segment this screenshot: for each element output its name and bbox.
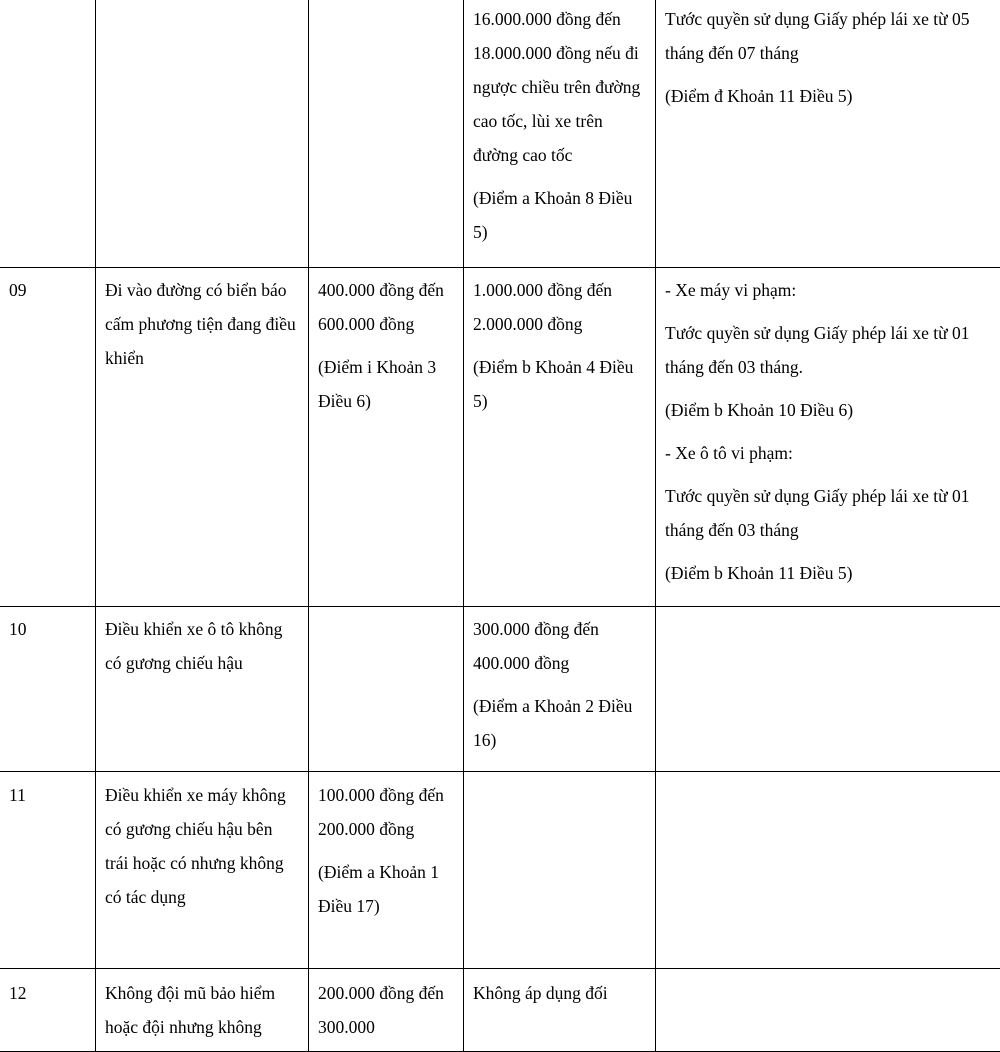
cell-car-fine: 300.000 đồng đến 400.000 đồng (Điểm a Khoản 2 Điều 16) <box>464 607 656 772</box>
cell-number: 10 <box>0 607 96 772</box>
table-row <box>0 969 1000 1052</box>
cell-violation <box>96 0 309 268</box>
cell-additional-penalty: Tước quyền sử dụng Giấy phép lái xe từ 05 tháng đến 07 tháng (Điểm đ Khoản 11 Điều 5) <box>656 0 1000 268</box>
cell-number: 11 <box>0 772 96 969</box>
cell-motorbike-fine: 100.000 đồng đến 200.000 đồng (Điểm a Khoản 1 Điều 17) <box>309 772 464 969</box>
table-row <box>0 0 1000 268</box>
cell-motorbike-fine <box>309 0 464 268</box>
cell-violation: Không đội mũ bảo hiểm hoặc đội nhưng không <box>96 969 309 1052</box>
cell-car-fine <box>464 772 656 969</box>
cell-car-fine: 16.000.000 đồng đến 18.000.000 đồng nếu đi ngược chiều trên đường cao tốc, lùi xe trên đường cao tốc (Điểm a Khoản 8 Điều 5) <box>464 0 656 268</box>
cell-motorbike-fine <box>309 607 464 772</box>
cell-violation: Điều khiển xe máy không có gương chiếu hậu bên trái hoặc có nhưng không có tác dụng <box>96 772 309 969</box>
table-row <box>0 607 1000 772</box>
table-row <box>0 772 1000 969</box>
cell-number: 12 <box>0 969 96 1052</box>
cell-number: 09 <box>0 268 96 607</box>
cell-number <box>0 0 96 268</box>
cell-additional-penalty <box>656 969 1000 1052</box>
cell-additional-penalty: - Xe máy vi phạm: Tước quyền sử dụng Giấy phép lái xe từ 01 tháng đến 03 tháng. (Điểm b Khoản 10 Điều 6) - Xe ô tô vi phạm: Tước quyền sử dụng Giấy phép lái xe từ 01 tháng đến 03 tháng (Điểm b Khoản 11 Điều 5) <box>656 268 1000 607</box>
cell-violation: Điều khiển xe ô tô không có gương chiếu hậu <box>96 607 309 772</box>
cell-motorbike-fine: 400.000 đồng đến 600.000 đồng (Điểm i Khoản 3 Điều 6) <box>309 268 464 607</box>
cell-car-fine: Không áp dụng đối <box>464 969 656 1052</box>
cell-motorbike-fine: 200.000 đồng đến 300.000 <box>309 969 464 1052</box>
cell-additional-penalty <box>656 607 1000 772</box>
table-row <box>0 268 1000 607</box>
cell-car-fine: 1.000.000 đồng đến 2.000.000 đồng (Điểm b Khoản 4 Điều 5) <box>464 268 656 607</box>
cell-violation: Đi vào đường có biển báo cấm phương tiện đang điều khiển <box>96 268 309 607</box>
cell-additional-penalty <box>656 772 1000 969</box>
